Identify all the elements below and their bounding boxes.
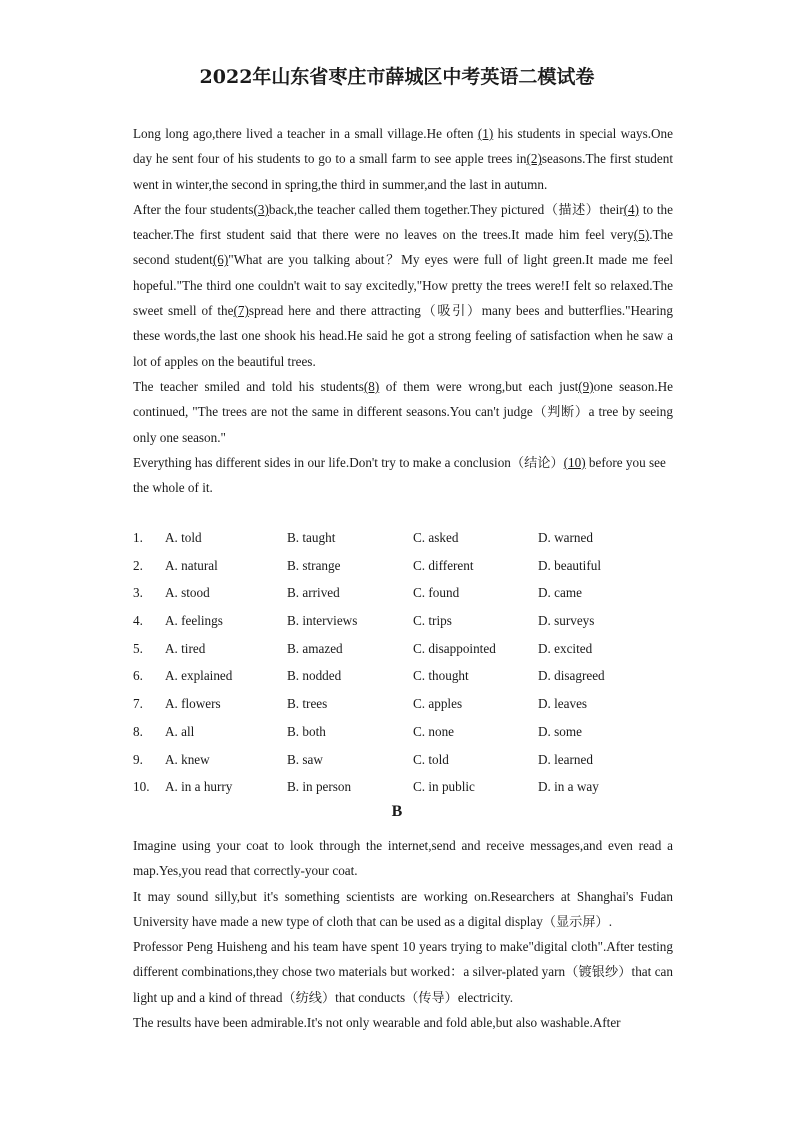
option-c: C. apples	[413, 696, 463, 712]
question-row	[133, 524, 673, 552]
question-number: 1.	[133, 530, 143, 545]
option-b: B. amazed	[287, 640, 343, 656]
paragraph-text: .The second student	[133, 227, 673, 268]
blank-marker: (3)	[253, 201, 269, 217]
option-b: B. nodded	[287, 668, 342, 684]
option-a: A. flowers	[165, 696, 221, 712]
option-d: D. leaves	[538, 696, 588, 712]
question-options-list	[133, 524, 673, 801]
paragraph-text: The teacher smiled and told his students	[133, 378, 364, 394]
option-b: B. interviews	[287, 613, 358, 629]
question-row	[133, 579, 673, 607]
question-row	[133, 718, 673, 746]
question-number: 10.	[133, 779, 150, 795]
paragraph-text: Everything has different sides in our life.Don't try to make a conclusion（结论）	[133, 454, 564, 470]
question-number: 9.	[133, 751, 143, 767]
paragraph	[133, 833, 673, 884]
blank-marker: (8)	[363, 378, 380, 394]
paragraph-text: The results have been admirable.It's not only wearable and fold able,but also washable.After	[133, 1015, 621, 1031]
blank-marker: (10)	[563, 454, 586, 470]
question-row	[133, 662, 673, 690]
paragraph-text: to the teacher.The first student said that there were no leaves on the trees.It made him feel very	[133, 201, 673, 243]
option-b: B. trees	[287, 696, 328, 712]
paragraph-text: Long long ago,there lived a teacher in a small village.He often	[133, 126, 478, 141]
question-row	[133, 635, 673, 663]
option-d: D. surveys	[538, 613, 595, 629]
passage-a	[133, 121, 673, 500]
option-b: B. saw	[287, 751, 323, 767]
question-row	[133, 746, 673, 774]
option-c: C. trips	[413, 613, 452, 629]
passage-b	[133, 833, 673, 1035]
paragraph	[133, 934, 673, 1010]
paragraph-text: "What are you talking about？My eyes were full of light green.It made me feel hopeful."The third one couldn't wait to say excitedly,"How pretty the trees were!I felt so relaxed.The sweet smell of the	[133, 252, 674, 319]
option-c: C. disappointed	[413, 640, 496, 656]
option-d: D. some	[538, 723, 582, 739]
option-a: A. explained	[165, 668, 233, 684]
paragraph-text: his students in special ways.One day he sent four of his students to go to a small farm to see apple trees in	[133, 126, 673, 167]
paragraph	[133, 884, 673, 935]
question-row	[133, 607, 673, 635]
option-a: A. in a hurry	[165, 779, 233, 795]
blank-marker: (1)	[477, 126, 494, 141]
option-b: B. both	[287, 723, 326, 739]
option-d: D. excited	[538, 640, 593, 656]
paragraph-text: before you see the whole of it.	[133, 454, 666, 496]
blank-marker: (6)	[212, 252, 229, 268]
paragraph	[133, 1010, 673, 1035]
paragraph	[133, 121, 673, 197]
option-a: A. feelings	[165, 613, 223, 629]
question-number: 7.	[133, 696, 143, 712]
option-d: D. in a way	[538, 779, 599, 795]
paragraph	[133, 450, 673, 501]
section-b-heading: B	[391, 803, 403, 820]
blank-marker: (5)	[633, 227, 650, 243]
question-number: 5.	[133, 640, 143, 656]
option-c: C. told	[413, 751, 449, 767]
question-number: 6.	[133, 668, 143, 684]
option-b: B. strange	[287, 557, 341, 573]
question-row	[133, 552, 673, 580]
option-a: A. knew	[165, 751, 210, 767]
option-a: A. natural	[165, 557, 218, 573]
paragraph-text: It may sound silly,but it's something scientists are working on.Researchers at Shanghai's Fudan University have made a new type of cloth that can be used as a digital display（显示屏）.	[133, 888, 673, 929]
paragraph	[133, 197, 673, 374]
question-row	[133, 690, 673, 718]
paragraph-text: Professor Peng Huisheng and his team have spent 10 years trying to make"digital cloth".After testing different combinations,they chose two materials but worked：a silver-plated yarn（镀银纱）that can light up and a kind of thread（纺线）that conducts（传导）electricity.	[133, 939, 673, 1005]
paragraph-text: one season.He continued, "The trees are not the same in different seasons.You can't judge（判断）a tree by seeing only one season."	[133, 378, 673, 445]
page-title: 2022年山东省枣庄市薛城区中考英语二模试卷	[199, 66, 595, 88]
option-d: D. learned	[538, 751, 593, 767]
question-row	[133, 773, 673, 801]
option-c: C. in public	[413, 779, 475, 795]
blank-marker: (4)	[623, 201, 640, 217]
blank-marker: (7)	[233, 303, 249, 319]
paragraph-text: of them were wrong,but each just	[379, 378, 579, 394]
paragraph-text: spread here and there attracting（吸引）many bees and butterflies."Hearing these words,the last one shook his head.He said he got a strong feeling of satisfaction when he saw a lot of apples on the beautiful trees.	[133, 303, 673, 369]
question-number: 4.	[133, 613, 143, 629]
option-a: A. told	[165, 530, 202, 545]
option-a: A. tired	[165, 640, 206, 656]
question-number: 2.	[133, 557, 143, 573]
blank-marker: (9)	[578, 378, 594, 394]
option-b: B. in person	[287, 779, 352, 795]
paragraph-text: seasons.The first student went in winter,the second in spring,the third in summer,and the last in autumn.	[133, 151, 673, 192]
question-number: 3.	[133, 585, 143, 601]
paragraph-text: After the four students	[133, 201, 254, 217]
option-c: C. found	[413, 585, 460, 601]
option-d: D. warned	[538, 530, 593, 545]
paragraph-text: Imagine using your coat to look through the internet,send and receive messages,and even read a map.Yes,you read that correctly-your coat.	[133, 838, 673, 879]
option-d: D. disagreed	[538, 668, 605, 684]
option-c: C. different	[413, 557, 474, 573]
question-number: 8.	[133, 723, 143, 739]
option-c: C. none	[413, 723, 455, 739]
option-d: D. beautiful	[538, 557, 601, 573]
option-b: B. taught	[287, 530, 336, 545]
option-c: C. thought	[413, 668, 469, 684]
option-a: A. stood	[165, 585, 210, 601]
option-d: D. came	[538, 585, 582, 601]
option-a: A. all	[165, 723, 195, 739]
blank-marker: (2)	[526, 151, 542, 167]
paragraph	[133, 374, 673, 450]
option-b: B. arrived	[287, 585, 340, 601]
option-c: C. asked	[413, 530, 459, 545]
paragraph-text: back,the teacher called them together.They pictured（描述）their	[268, 201, 624, 217]
